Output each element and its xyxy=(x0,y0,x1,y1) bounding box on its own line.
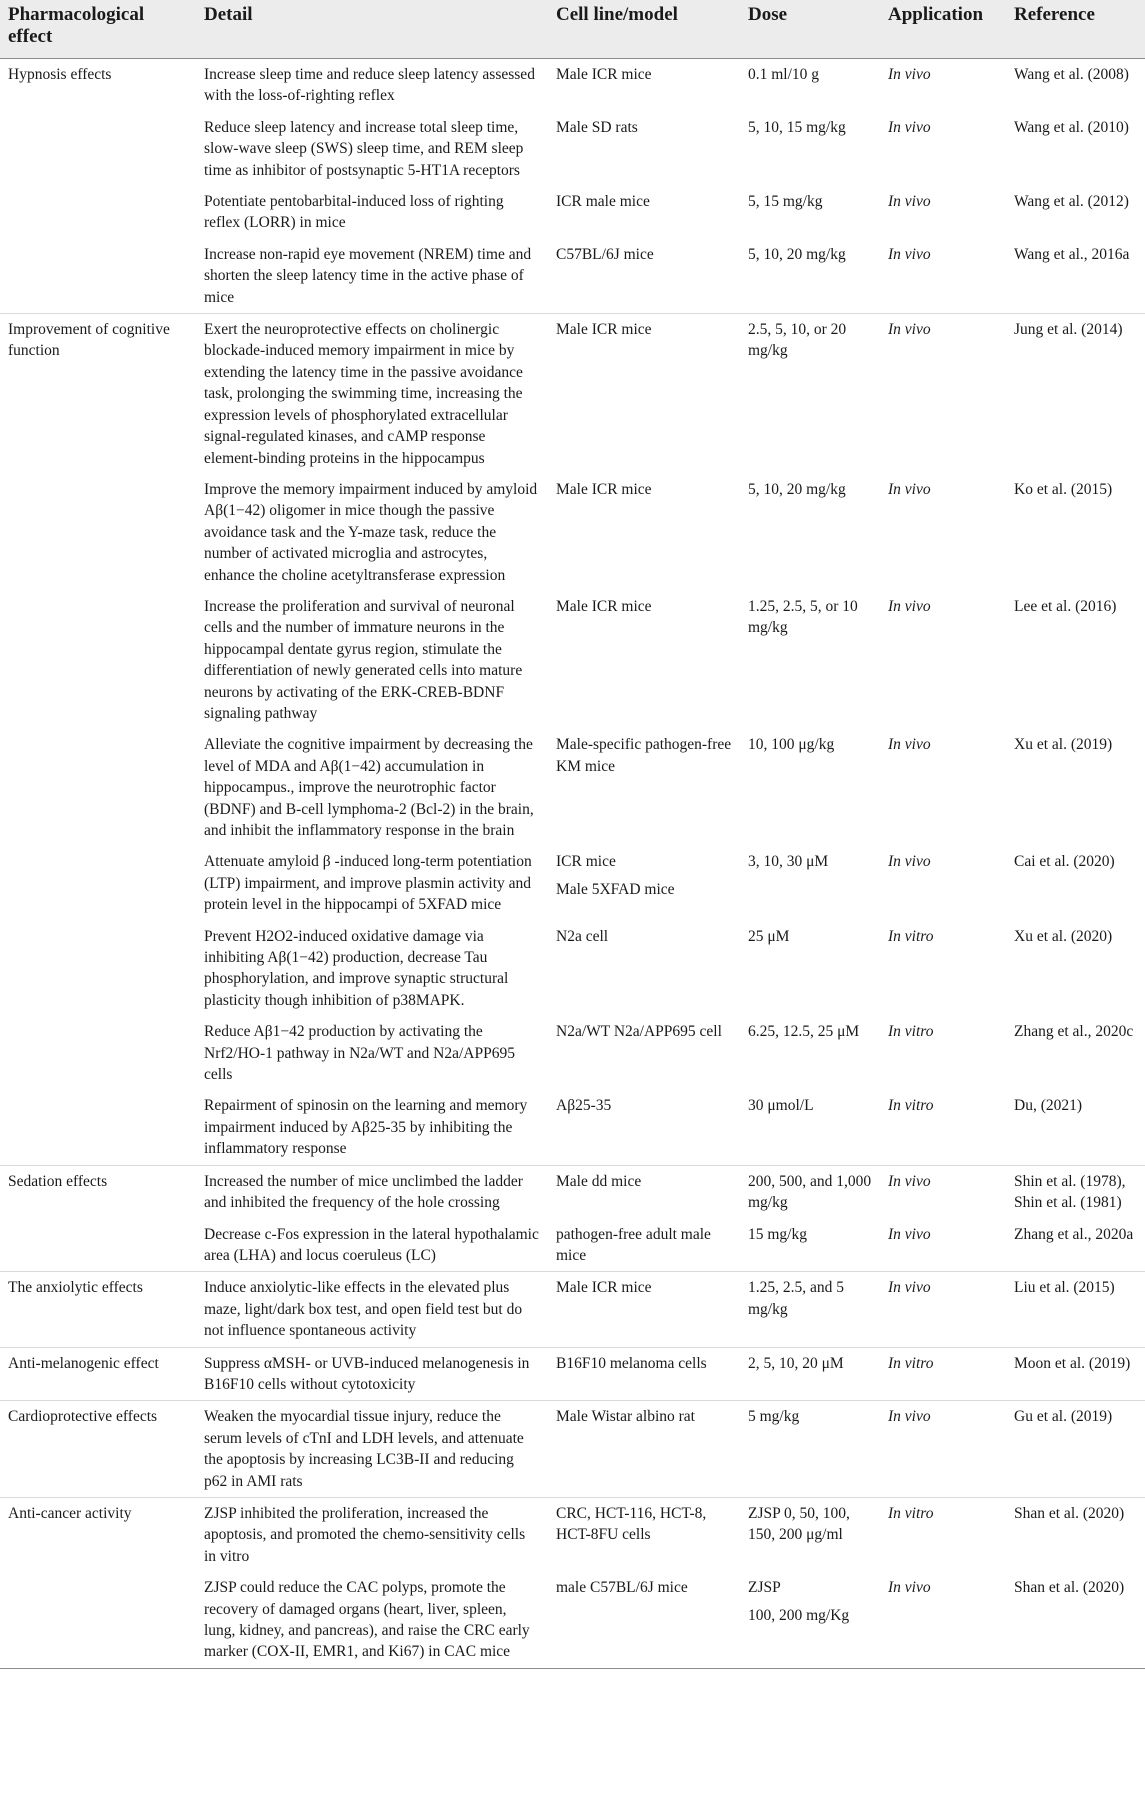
cell-effect xyxy=(0,186,196,239)
cell-dose-line: ZJSP xyxy=(748,1579,781,1597)
cell-model: Male ICR mice xyxy=(548,314,740,474)
cell-dose: 2.5, 5, 10, or 20 mg/kg xyxy=(740,314,880,474)
cell-reference: Wang et al., 2016a xyxy=(1014,245,1130,263)
cell-application: In vivo xyxy=(888,245,931,263)
cell-application: In vivo xyxy=(880,314,1006,474)
cell-detail: Increased the number of mice unclimbed the ladder and inhibited the frequency of the hole crossing xyxy=(196,1165,548,1218)
header-cell-effect: Pharmacological effect xyxy=(0,0,196,59)
cell-dose: 1.25, 2.5, 5, or 10 mg/kg xyxy=(748,597,858,637)
cell-application: In vivo xyxy=(880,1272,1006,1347)
cell-reference: Shin et al. (1978), Shin et al. (1981) xyxy=(1006,1165,1145,1218)
cell-model: ICR male mice xyxy=(556,193,650,211)
cell-detail: Increase the proliferation and survival of neuronal cells and the number of immature neurons in the hippocampal dentate gyrus region, stimulate the differentiation of newly generated cells into mature neurons by activating of the ERK-CREB-BDNF signaling pathway xyxy=(204,597,523,722)
header-cell-detail: Detail xyxy=(196,0,548,59)
cell-reference: Gu et al. (2019) xyxy=(1006,1401,1145,1498)
cell-reference: Shan et al. (2020) xyxy=(1006,1572,1145,1668)
table-row xyxy=(0,1165,1145,1218)
table-row xyxy=(0,1016,1145,1090)
table-row xyxy=(0,314,1145,474)
cell-model: C57BL/6J mice xyxy=(556,245,654,263)
table-row xyxy=(0,1090,1145,1165)
table-row xyxy=(0,59,1145,112)
cell-reference: Cai et al. (2020) xyxy=(1014,853,1115,871)
table-row xyxy=(0,186,1145,239)
cell-dose: 5 mg/kg xyxy=(740,1401,880,1498)
table-row xyxy=(0,1497,1145,1572)
cell-detail: Attenuate amyloid β -induced long-term potentiation (LTP) impairment, and improve plasmin activity and protein level in the hippocampi of 5XFAD mice xyxy=(204,853,532,914)
cell-effect xyxy=(0,1572,196,1668)
cell-application: In vivo xyxy=(880,1165,1006,1218)
cell-model: CRC, HCT-116, HCT-8, HCT-8FU cells xyxy=(548,1497,740,1572)
cell-model: Male ICR mice xyxy=(548,1272,740,1347)
cell-detail: Increase sleep time and reduce sleep latency assessed with the loss-of-righting reflex xyxy=(196,59,548,112)
cell-effect: Anti-melanogenic effect xyxy=(0,1347,196,1401)
header-cell-application: Application xyxy=(880,0,1006,59)
cell-effect xyxy=(0,591,196,729)
cell-application: In vitro xyxy=(880,1497,1006,1572)
cell-detail: Increase non-rapid eye movement (NREM) time and shorten the sleep latency time in the active phase of mice xyxy=(204,245,532,306)
header-row xyxy=(0,0,1145,59)
cell-effect xyxy=(0,921,196,1017)
cell-reference: Lee et al. (2016) xyxy=(1014,597,1117,615)
cell-model: male C57BL/6J mice xyxy=(548,1572,740,1668)
cell-reference: Shan et al. (2020) xyxy=(1006,1497,1145,1572)
cell-detail: Reduce Aβ1−42 production by activating the Nrf2/HO-1 pathway in N2a/WT and N2a/APP695 cells xyxy=(204,1023,515,1084)
cell-reference: Xu et al. (2019) xyxy=(1014,736,1113,754)
cell-reference: Zhang et al., 2020c xyxy=(1014,1023,1134,1041)
cell-effect xyxy=(0,846,196,920)
cell-model: N2a/WT N2a/APP695 cell xyxy=(556,1023,722,1041)
cell-application: In vivo xyxy=(880,1401,1006,1498)
cell-dose: 0.1 ml/10 g xyxy=(740,59,880,112)
cell-effect: Sedation effects xyxy=(0,1165,196,1218)
cell-model: B16F10 melanoma cells xyxy=(548,1347,740,1401)
cell-detail: Prevent H2O2-induced oxidative damage via inhibiting Aβ(1−42) production, decrease Tau phosphorylation, and improve synaptic structural plasticity though inhibition of p38MAPK. xyxy=(204,927,509,1009)
cell-model: Male dd mice xyxy=(548,1165,740,1218)
table-row xyxy=(0,1401,1145,1498)
table-row xyxy=(0,1572,1145,1668)
cell-detail: Induce anxiolytic-like effects in the elevated plus maze, light/dark box test, and open field test but do not influence spontaneous activity xyxy=(196,1272,548,1347)
cell-model: Aβ25-35 xyxy=(556,1097,612,1115)
cell-effect xyxy=(0,729,196,846)
cell-reference: Moon et al. (2019) xyxy=(1006,1347,1145,1401)
cell-application: In vitro xyxy=(888,1023,934,1041)
cell-dose: 1.25, 2.5, and 5 mg/kg xyxy=(740,1272,880,1347)
cell-reference: Ko et al. (2015) xyxy=(1014,480,1113,498)
cell-detail: Improve the memory impairment induced by amyloid Aβ(1−42) oligomer in mice though the passive avoidance task and the Y-maze task, reduce the number of activated microglia and astrocytes, enhance the choline acetyltransferase expression xyxy=(204,480,538,584)
cell-reference: Zhang et al., 2020a xyxy=(1014,1225,1134,1243)
header-cell-model: Cell line/model xyxy=(548,0,740,59)
cell-model: Male ICR mice xyxy=(548,59,740,112)
cell-dose: 5, 15 mg/kg xyxy=(748,193,823,211)
table-row xyxy=(0,921,1145,1017)
cell-dose: 3, 10, 30 μM xyxy=(748,853,829,871)
cell-reference: Du, (2021) xyxy=(1014,1097,1083,1115)
cell-model: pathogen-free adult male mice xyxy=(556,1225,711,1264)
cell-effect: Cardioprotective effects xyxy=(0,1401,196,1498)
cell-application: In vivo xyxy=(880,59,1006,112)
cell-reference: Jung et al. (2014) xyxy=(1006,314,1145,474)
cell-effect: Hypnosis effects xyxy=(0,59,196,112)
cell-effect xyxy=(0,239,196,314)
table-row xyxy=(0,239,1145,314)
cell-reference: Xu et al. (2020) xyxy=(1014,927,1113,945)
cell-application: In vivo xyxy=(888,736,931,754)
cell-reference: Wang et al. (2010) xyxy=(1014,118,1129,136)
cell-dose: 15 mg/kg xyxy=(748,1225,807,1243)
cell-model: Male ICR mice xyxy=(556,480,652,498)
cell-detail: Decrease c-Fos expression in the lateral hypothalamic area (LHA) and locus coeruleus (LC) xyxy=(204,1225,539,1264)
cell-application: In vivo xyxy=(888,193,931,211)
cell-reference: Liu et al. (2015) xyxy=(1006,1272,1145,1347)
table-row xyxy=(0,112,1145,186)
cell-detail: Potentiate pentobarbital-induced loss of righting reflex (LORR) in mice xyxy=(204,193,504,232)
cell-application: In vitro xyxy=(888,927,934,945)
cell-dose: 5, 10, 15 mg/kg xyxy=(748,118,846,136)
cell-effect: Anti-cancer activity xyxy=(0,1497,196,1572)
cell-dose: 6.25, 12.5, 25 μM xyxy=(748,1023,860,1041)
cell-model: Male Wistar albino rat xyxy=(548,1401,740,1498)
cell-model-line: ICR mice xyxy=(556,853,616,871)
table-row xyxy=(0,729,1145,846)
cell-dose xyxy=(740,1572,880,1668)
cell-application: In vivo xyxy=(888,853,931,871)
cell-model: Male ICR mice xyxy=(556,597,652,615)
cell-application: In vivo xyxy=(888,480,931,498)
cell-detail: Exert the neuroprotective effects on cholinergic blockade-induced memory impairment in mice by extending the latency time in the passive avoidance task, prolonging the swimming time, increasing the expression levels of phosphorylated extracellular signal-regulated kinases, and cAMP response element-binding proteins in the hippocampus xyxy=(196,314,548,474)
cell-detail: ZJSP could reduce the CAC polyps, promote the recovery of damaged organs (heart, liver, spleen, lung, kidney, and pancreas), and raise the CRC early marker (COX-II, EMR1, and Ki67) in CAC mice xyxy=(196,1572,548,1668)
cell-effect xyxy=(0,112,196,186)
table-row xyxy=(0,1272,1145,1347)
table-row xyxy=(0,474,1145,591)
cell-dose: 200, 500, and 1,000 mg/kg xyxy=(740,1165,880,1218)
cell-application: In vivo xyxy=(888,1225,931,1243)
cell-effect xyxy=(0,1016,196,1090)
cell-dose: 2, 5, 10, 20 μM xyxy=(740,1347,880,1401)
cell-dose: 25 μM xyxy=(748,927,790,945)
cell-effect xyxy=(0,1090,196,1165)
table-row xyxy=(0,1347,1145,1401)
cell-model: N2a cell xyxy=(556,927,609,945)
cell-dose: 5, 10, 20 mg/kg xyxy=(748,480,846,498)
table-row xyxy=(0,591,1145,729)
cell-reference: Wang et al. (2008) xyxy=(1006,59,1145,112)
cell-detail: Repairment of spinosin on the learning and memory impairment induced by Aβ25-35 by inhibiting the inflammatory response xyxy=(204,1097,528,1158)
cell-application: In vitro xyxy=(888,1097,934,1115)
cell-dose: 30 μmol/L xyxy=(748,1097,814,1115)
cell-detail: Alleviate the cognitive impairment by decreasing the level of MDA and Aβ(1−42) accumulation in hippocampus., improve the neurotrophic factor (BDNF) and B-cell lymphoma-2 (Bcl-2) in the brain, and inhibit the inflammatory response in the brain xyxy=(204,736,534,839)
cell-detail: Weaken the myocardial tissue injury, reduce the serum levels of cTnI and LDH levels, and attenuate the apoptosis by increasing LC3B-II and reducing p62 in AMI rats xyxy=(196,1401,548,1498)
cell-model xyxy=(548,846,740,920)
cell-detail: ZJSP inhibited the proliferation, increased the apoptosis, and promoted the chemo-sensitivity cells in vitro xyxy=(196,1497,548,1572)
cell-application: In vivo xyxy=(888,118,931,136)
cell-model: Male-specific pathogen-free KM mice xyxy=(556,736,732,775)
cell-application: In vitro xyxy=(880,1347,1006,1401)
cell-model-line: Male 5XFAD mice xyxy=(556,880,675,898)
cell-dose-line: 100, 200 mg/Kg xyxy=(748,1606,850,1624)
cell-dose: ZJSP 0, 50, 100, 150, 200 μg/ml xyxy=(740,1497,880,1572)
cell-effect xyxy=(0,1219,196,1272)
header-cell-reference: Reference xyxy=(1006,0,1145,59)
cell-detail: Suppress αMSH- or UVB-induced melanogenesis in B16F10 cells without cytotoxicity xyxy=(196,1347,548,1401)
cell-reference: Wang et al. (2012) xyxy=(1014,193,1129,211)
cell-dose: 5, 10, 20 mg/kg xyxy=(748,245,846,263)
cell-detail: Reduce sleep latency and increase total sleep time, slow-wave sleep (SWS) sleep time, and REM sleep time as inhibitor of postsynaptic 5-HT1A receptors xyxy=(204,118,524,179)
table-row xyxy=(0,846,1145,920)
cell-model: Male SD rats xyxy=(556,118,638,136)
cell-effect: The anxiolytic effects xyxy=(0,1272,196,1347)
cell-application: In vivo xyxy=(880,1572,1006,1668)
table-row xyxy=(0,1219,1145,1272)
cell-dose: 10, 100 μg/kg xyxy=(748,736,835,754)
cell-effect: Improvement of cognitive function xyxy=(0,314,196,474)
cell-effect xyxy=(0,474,196,591)
cell-application: In vivo xyxy=(888,597,931,615)
header-cell-dose: Dose xyxy=(740,0,880,59)
